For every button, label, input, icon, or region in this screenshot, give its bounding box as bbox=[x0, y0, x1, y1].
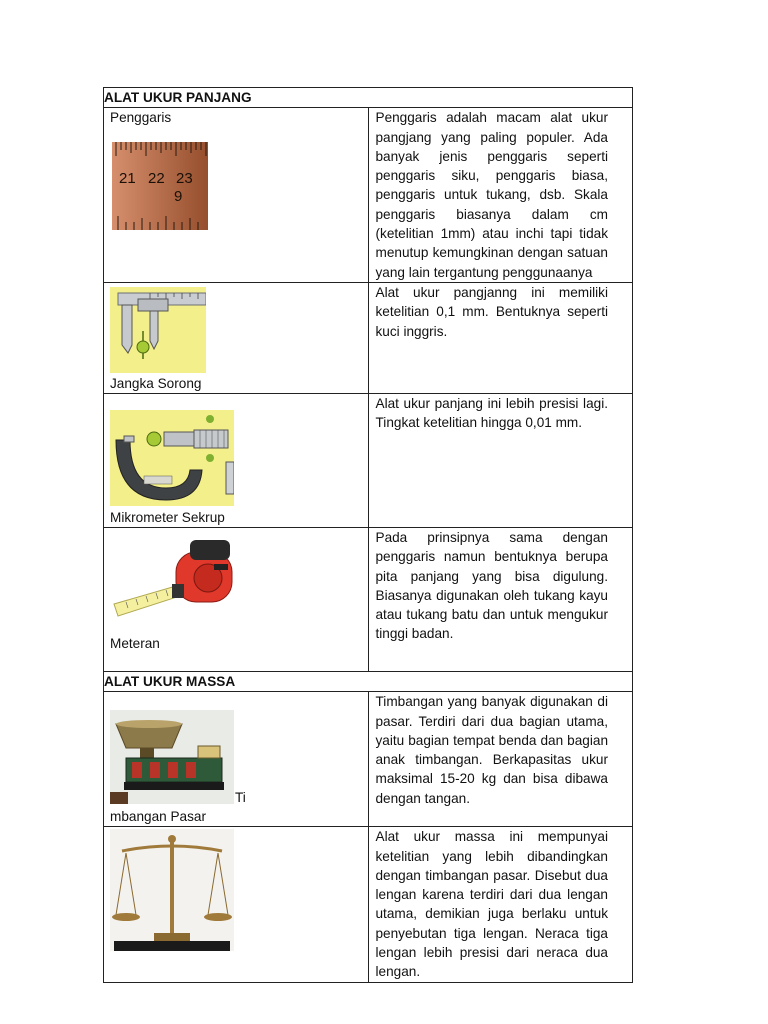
description-cell bbox=[368, 527, 633, 671]
table-row bbox=[104, 527, 633, 671]
section-header-length bbox=[104, 88, 633, 108]
tool-name: Meteran bbox=[110, 635, 160, 651]
micrometer-image bbox=[110, 410, 234, 506]
tool-description: Penggaris adalah macam alat ukur pangjang yang paling populer. Ada banyak jenis penggaris seperti penggaris siku, penggaris biasa, penggaris untuk tukang, dsb. Skala penggaris biasanya dalam cm (ketelitian 1mm) atau inchi tapi tidak menutup kemungkinan dengan satuan yang lain tergantung penggunaanya bbox=[375, 110, 608, 280]
caliper-image bbox=[110, 287, 206, 373]
table-row bbox=[104, 393, 633, 527]
description-cell bbox=[368, 393, 633, 527]
ruler-number: 23 bbox=[176, 170, 193, 188]
tool-cell bbox=[104, 282, 369, 393]
tool-cell bbox=[104, 692, 369, 827]
tool-name: Penggaris bbox=[110, 110, 172, 126]
description-cell bbox=[368, 108, 633, 283]
table-row bbox=[104, 692, 633, 827]
tool-name: Mikrometer Sekrup bbox=[110, 509, 225, 525]
tool-name-part: mbangan Pasar bbox=[110, 809, 206, 825]
table-row bbox=[104, 108, 633, 283]
tool-cell bbox=[104, 827, 369, 982]
tool-description: Alat ukur massa ini mempunyai ketelitian yang lebih dibandingkan dengan timbangan pasar. Disebut dua lengan karena terdiri dari dua lengan utama, demikian juga berlaku untuk penyebutan tiga lengan. Neraca tiga lengan lebih presisi dari neraca dua lengan. bbox=[375, 829, 608, 980]
section-heading: ALAT UKUR PANJANG bbox=[104, 88, 633, 108]
tool-name: Jangka Sorong bbox=[110, 375, 202, 391]
measurement-tools-table bbox=[103, 87, 633, 983]
tool-cell bbox=[104, 527, 369, 671]
ruler-image bbox=[112, 142, 208, 230]
table-row bbox=[104, 282, 633, 393]
tool-name-part: Ti bbox=[235, 790, 246, 806]
table-row bbox=[104, 827, 633, 982]
ruler-number: 21 bbox=[119, 170, 136, 188]
section-heading: ALAT UKUR MASSA bbox=[104, 671, 633, 691]
tool-description: Pada prinsipnya sama dengan penggaris namun bentuknya berupa pita panjang yang bisa digulung. Biasanya digunakan oleh tukang kayu atau tukang batu dan untuk mengukur tinggi badan. bbox=[375, 529, 608, 642]
description-cell bbox=[368, 692, 633, 827]
market-scale-image bbox=[110, 710, 234, 804]
tool-description: Timbangan yang banyak digunakan di pasar. Terdiri dari dua bagian utama, yaitu bagian tempat benda dan bagian anak timbangan. Berkapasitas ukur maksimal 15-20 kg dan bisa dibawa dengan tangan. bbox=[375, 694, 608, 806]
tool-cell bbox=[104, 393, 369, 527]
description-cell bbox=[368, 282, 633, 393]
balance-scale-image bbox=[110, 829, 234, 951]
tool-cell bbox=[104, 108, 369, 283]
section-header-mass bbox=[104, 671, 633, 691]
tool-description: Alat ukur panjang ini lebih presisi lagi. Tingkat ketelitian hingga 0,01 mm. bbox=[375, 395, 608, 431]
description-cell bbox=[368, 827, 633, 982]
tool-description: Alat ukur pangjanng ini memiliki ketelitian 0,1 mm. Bentuknya seperti kuci inggris. bbox=[375, 284, 608, 339]
ruler-number: 9 bbox=[174, 188, 183, 206]
tape-measure-image bbox=[112, 534, 240, 620]
ruler-number: 22 bbox=[148, 170, 165, 188]
